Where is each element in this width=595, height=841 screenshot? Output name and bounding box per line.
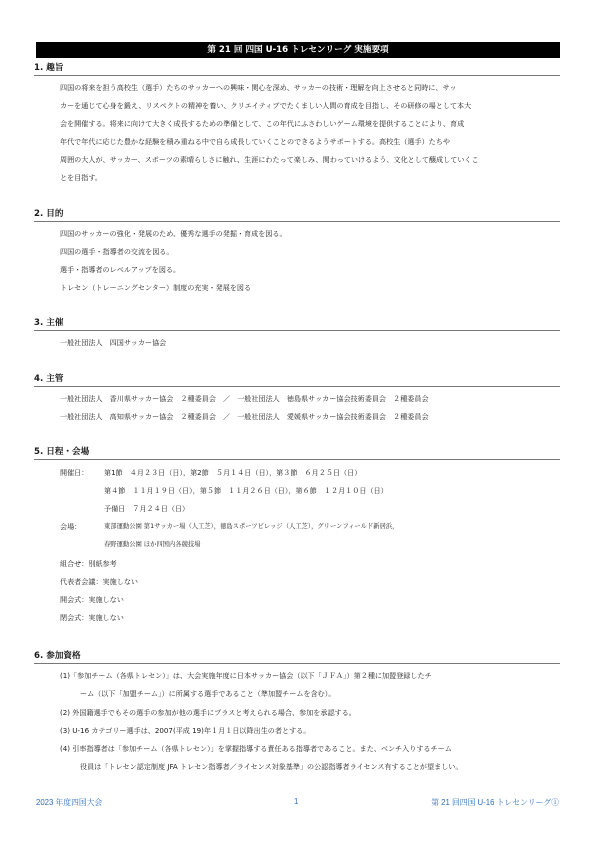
eligibility-line: (4) 引率指導者は「参加チーム（各県トレセン）」を掌握指導する責任ある指導者であること。また、ベンチ入りするチーム xyxy=(60,744,452,753)
venue-label: 会場： xyxy=(60,522,82,531)
organizer-line: 一般社団法人 四国サッカー協会 xyxy=(60,338,167,347)
schedule-line: 第1節 ４月２３日（日），第2節 ５月１４日（日），第３節 ６月２５日（日） xyxy=(104,468,362,477)
eligibility-line: (1)「参加チーム（各県トレセン）」は、大会実施年度に日本サッカー協会（以下「ＪＦＡ」）第２種に加盟登録したチ xyxy=(60,671,432,680)
purpose-line: 四国の将来を担う高校生（選手）たちのサッカーへの興味・関心を深め、サッカーの技術・理解を向上させると同時に、サッ xyxy=(60,83,457,92)
objective-line: トレセン（トレーニングセンター）制度の充実・発展を図る xyxy=(60,283,252,292)
objective-line: 選手・指導者のレベルアップを図る。 xyxy=(60,265,181,274)
management-line: 一般社団法人 高知県サッカー協会 ２種委員会 ／ 一般社団法人 愛媛県サッカー協会技術委員会 ２種委員会 xyxy=(60,412,429,421)
section-heading-schedule-venue: 5. 日程・会場 xyxy=(34,446,560,459)
purpose-line: 年代で年代に応じた豊かな経験を積み重ねる中で自ら成長していくことのできるようサポートする。高校生（選手）たちや xyxy=(60,137,450,146)
section-heading-eligibility: 6. 参加資格 xyxy=(34,650,560,663)
schedule-note: 代表者会議：実施しない xyxy=(60,577,139,586)
eligibility-line: 役員は「トレセン認定制度 JFA トレセン指導者／ライセンス対象基準」の公認指導者ライセンス有することが望ましい。 xyxy=(80,762,463,771)
eligibility-line: (2) 外国籍選手でもその選手の参加が他の選手にプラスと考えられる場合、参加を承認する。 xyxy=(60,708,356,717)
eligibility-line: (3) U-16 カテゴリー選手は、2007(平成 19)年１月１日以降出生の者とする。 xyxy=(60,726,311,735)
objective-line: 四国の選手・指導者の交流を図る。 xyxy=(60,247,174,256)
schedule-note: 開会式：実施しない xyxy=(60,595,124,604)
purpose-line: 周囲の大人が、サッカー、スポーツの素晴らしさに触れ、生涯にわたって楽しみ、関わっていけるよう、文化として醸成していくこ xyxy=(60,155,479,164)
section-heading-organizer: 3. 主催 xyxy=(34,317,560,330)
footer-right: 第 21 回四国 U-16 トレセンリーグ① xyxy=(431,798,559,807)
venue-line: 春野運動公園 ほか四国内各競技場 xyxy=(104,541,201,548)
eligibility-line: ーム（以下「加盟チーム」）に所属する選手であること（準加盟チームを含む）。 xyxy=(80,689,336,698)
section-heading-purpose: 1. 趣旨 xyxy=(34,62,560,75)
schedule-note: 閉会式：実施しない xyxy=(60,613,124,622)
schedule-line: 予備日 ７月２４日（日） xyxy=(104,504,190,513)
objective-line: 四国のサッカーの強化・発展のため、優秀な選手の発掘・育成を図る。 xyxy=(60,229,287,238)
footer-left: 2023 年度四国大会 xyxy=(36,798,103,807)
schedule-label: 開催日： xyxy=(60,468,89,477)
document-title: 第 21 回 四国 U-16 トレセンリーグ 実施要項 xyxy=(36,42,560,58)
section-heading-objective: 2. 目的 xyxy=(34,208,560,221)
purpose-line: カーを通じて心身を鍛え、リスペクトの精神を養い、クリエイティブでたくましい人間の育成を目指し、その研修の場として本大 xyxy=(60,101,472,110)
schedule-line: 第４節 １１月１９日（日），第５節 １１月２６日（日），第６節 １２月１０日（日） xyxy=(104,486,388,495)
venue-line: 東部運動公園 第1サッカー場（人工芝），徳島スポーツビレッジ（人工芝），グリーンフィールド新居浜， xyxy=(104,523,399,530)
purpose-line: 会を開催する。将来に向けて大きく成長するための準備として、この年代にふさわしいゲーム環境を提供することにより、育成 xyxy=(60,119,465,128)
purpose-line: とを目指す。 xyxy=(60,173,102,182)
section-heading-management: 4. 主管 xyxy=(34,373,560,386)
schedule-note: 組合せ：別紙参考 xyxy=(60,559,117,568)
page-number: 1 xyxy=(294,797,299,806)
management-line: 一般社団法人 香川県サッカー協会 ２種委員会 ／ 一般社団法人 徳島県サッカー協会技術委員会 ２種委員会 xyxy=(60,394,429,403)
